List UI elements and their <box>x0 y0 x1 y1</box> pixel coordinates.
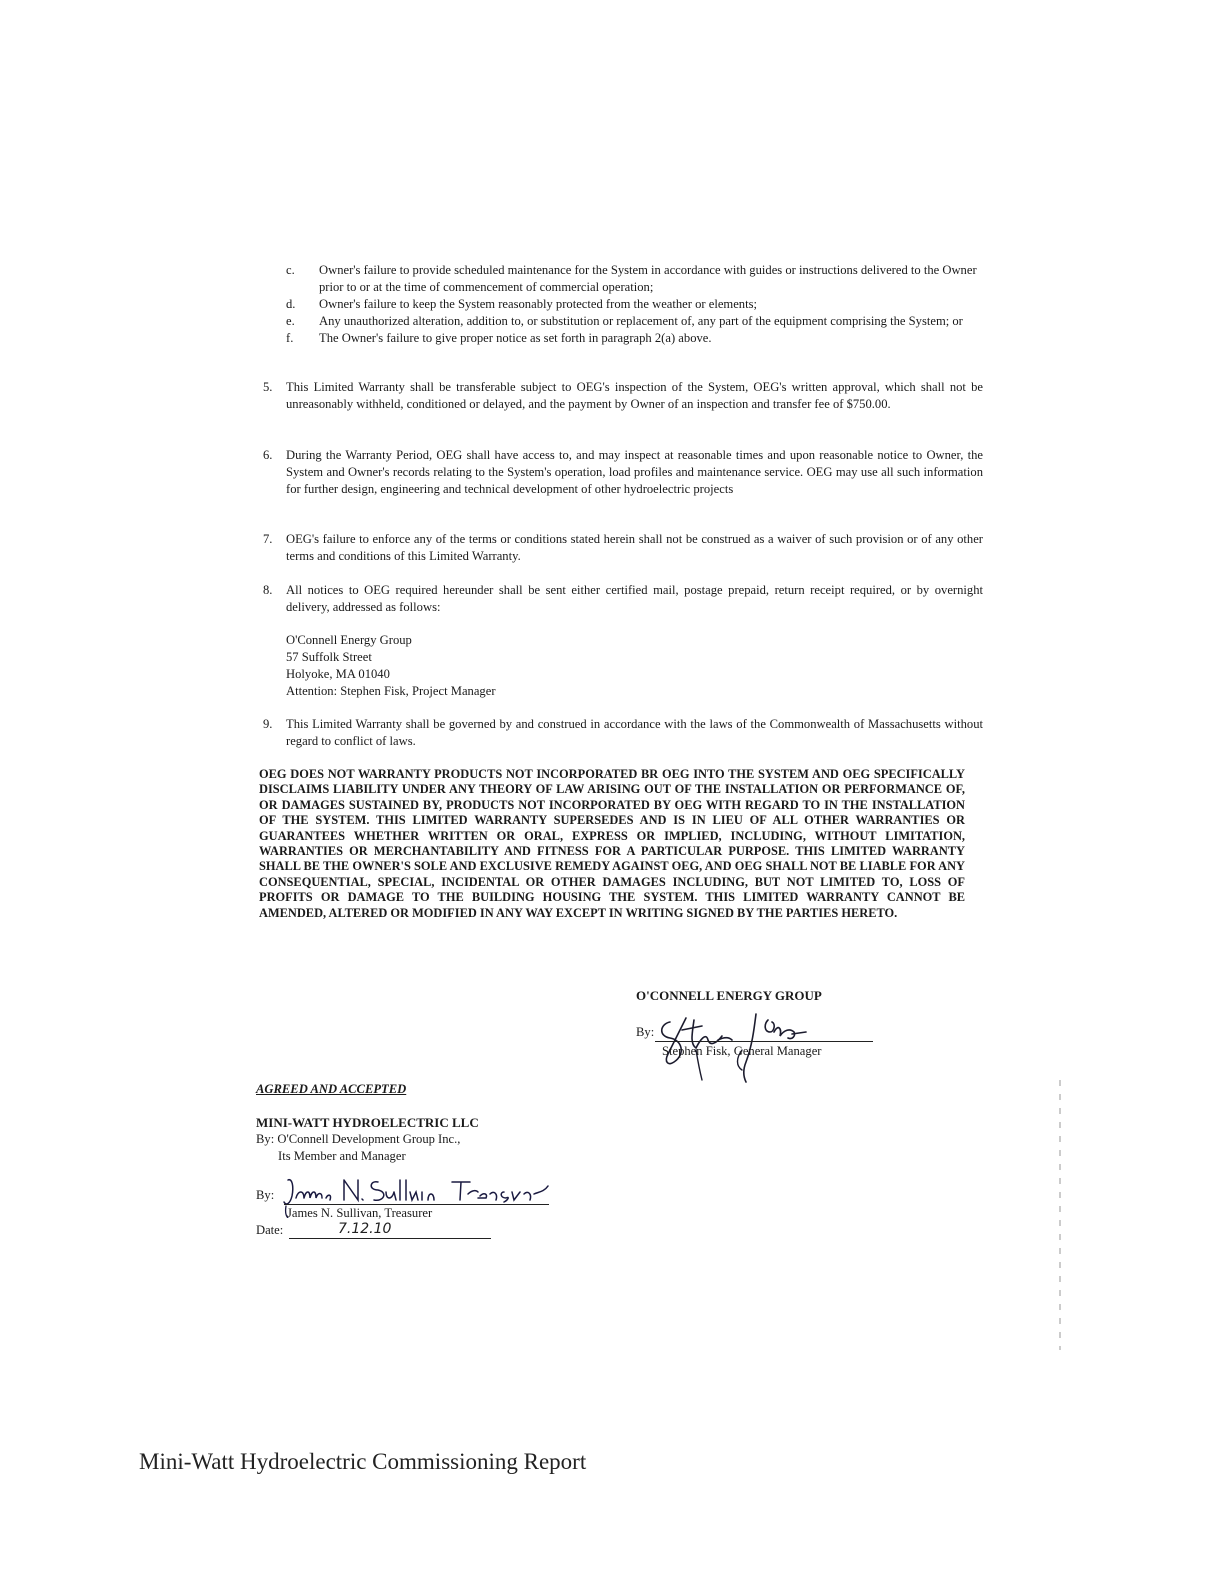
item-text: The Owner's failure to give proper notice as set forth in paragraph 2(a) above. <box>319 331 712 345</box>
paragraph-8 <box>263 582 983 616</box>
item-text: During the Warranty Period, OEG shall have access to, and may inspect at reasonable times and upon reasonable notice to Owner, the System and Owner's records relating to the System's operation, load profiles and maintenance service. OEG may use all such information for further design, engineering and technical development of other hydroelectric projects <box>286 448 983 496</box>
paragraph-9 <box>263 716 983 750</box>
item-label: 7. <box>263 532 273 546</box>
date-line <box>289 1238 491 1239</box>
mini-watt-block <box>256 1114 479 1165</box>
list-item <box>263 379 983 413</box>
list-item <box>286 262 986 296</box>
agreed-heading: AGREED AND ACCEPTED <box>256 1082 407 1096</box>
item-label: 9. <box>263 717 273 731</box>
notice-address <box>286 632 496 700</box>
paragraph-5 <box>263 379 983 413</box>
item-text: Any unauthorized alteration, addition to, or substitution or replacement of, any part of the equipment comprising the System; or <box>319 314 963 328</box>
page-footer: Mini-Watt Hydroelectric Commissioning Report <box>139 1449 587 1474</box>
paragraph-7 <box>263 531 983 565</box>
list-item <box>286 296 986 313</box>
item-text: Owner's failure to keep the System reasonably protected from the weather or elements; <box>319 297 757 311</box>
item-label: 5. <box>263 380 273 394</box>
oeg-signature-line <box>655 1041 873 1042</box>
item-label: e. <box>286 314 295 328</box>
paragraph-6 <box>263 447 983 498</box>
scan-artifact <box>1058 1080 1062 1350</box>
mini-watt-company-name: MINI-WATT HYDROELECTRIC LLC <box>256 1115 479 1130</box>
item-label: c. <box>286 263 295 277</box>
item-label: 8. <box>263 583 273 597</box>
warranty-disclaimer: OEG DOES NOT WARRANTY PRODUCTS NOT INCORPORATED BR OEG INTO THE SYSTEM AND OEG SPECIFICALLY DISCLAIMS LIABILITY UNDER ANY THEORY OF LAW ARISING OUT OF THE INSTALLATION OR PERFORMANCE OF, OR DAMAGES SUSTAINED BY, PRODUCTS NOT INCORPORATED BY OEG WITH REGARD TO IN THE INSTALLATION OF THE SYSTEM. THIS LIMITED WARRANTY SUPERSEDES AND IS IN LIEU OF ALL OTHER WARRANTIES OR GUARANTEES WHETHER WRITTEN OR ORAL, EXPRESS OR IMPLIED, INCLUDING, WITHOUT LIMITATION, WARRANTIES OR MERCHANTABILITY AND FITNESS FOR A PARTICULAR PURPOSE. THIS LIMITED WARRANTY SHALL BE THE OWNER'S SOLE AND EXCLUSIVE REMEDY AGAINST OEG, AND OEG SHALL NOT BE LIABLE FOR ANY CONSEQUENTIAL, SPECIAL, INCIDENTAL OR OTHER DAMAGES INCLUDING, BUT NOT LIMITED TO, LOSS OF PROFITS OR DAMAGE TO THE BUILDING HOUSING THE SYSTEM. THIS LIMITED WARRANTY CANNOT BE AMENDED, ALTERED OR MODIFIED IN ANY WAY EXCEPT IN WRITING SIGNED BY THE PARTIES HERETO. <box>259 767 965 920</box>
item-text: This Limited Warranty shall be transferable subject to OEG's inspection of the System, OEG's written approval, which shall not be unreasonably withheld, conditioned or delayed, and the payment by Owner of an inspection and transfer fee of $750.00. <box>286 380 983 411</box>
exclusions-list <box>286 262 986 347</box>
address-line: Holyoke, MA 01040 <box>286 667 390 681</box>
oeg-company-name: O'CONNELL ENERGY GROUP <box>636 988 822 1003</box>
item-text: Owner's failure to provide scheduled maintenance for the System in accordance with guides or instructions delivered to the Owner prior to or at the time of commencement of commercial operation; <box>319 263 977 294</box>
mini-signature-line <box>284 1204 549 1205</box>
mini-watt-role-line: Its Member and Manager <box>278 1149 406 1163</box>
address-line: 57 Suffolk Street <box>286 650 372 664</box>
list-item <box>263 447 983 498</box>
item-label: 6. <box>263 448 273 462</box>
item-label: d. <box>286 297 296 311</box>
date-label: Date: <box>256 1223 284 1237</box>
mini-by-label: By: <box>256 1188 275 1202</box>
list-item <box>263 582 983 616</box>
item-text: All notices to OEG required hereunder shall be sent either certified mail, postage prepaid, return receipt required, or by overnight delivery, addressed as follows: <box>286 583 983 614</box>
item-text: This Limited Warranty shall be governed by and construed in accordance with the laws of the Commonwealth of Massachusetts without regard to conflict of laws. <box>286 717 983 748</box>
list-item <box>286 330 986 347</box>
mini-signer-name: James N. Sullivan, Treasurer <box>287 1206 433 1220</box>
item-text: OEG's failure to enforce any of the terms or conditions stated herein shall not be construed as a waiver of such provision or of any other terms and conditions of this Limited Warranty. <box>286 532 983 563</box>
mini-watt-by-line: By: O'Connell Development Group Inc., <box>256 1132 461 1146</box>
address-line: Attention: Stephen Fisk, Project Manager <box>286 684 496 698</box>
item-label: f. <box>286 331 294 345</box>
oeg-signer-name: Stephen Fisk, General Manager <box>662 1044 822 1058</box>
date-value: 7.12.10 <box>338 1221 392 1237</box>
address-line: O'Connell Energy Group <box>286 633 412 647</box>
list-item <box>263 716 983 750</box>
list-item <box>286 313 986 330</box>
list-item <box>263 531 983 565</box>
oeg-by-label: By: <box>636 1025 655 1039</box>
oeg-signature-block <box>636 988 896 1004</box>
